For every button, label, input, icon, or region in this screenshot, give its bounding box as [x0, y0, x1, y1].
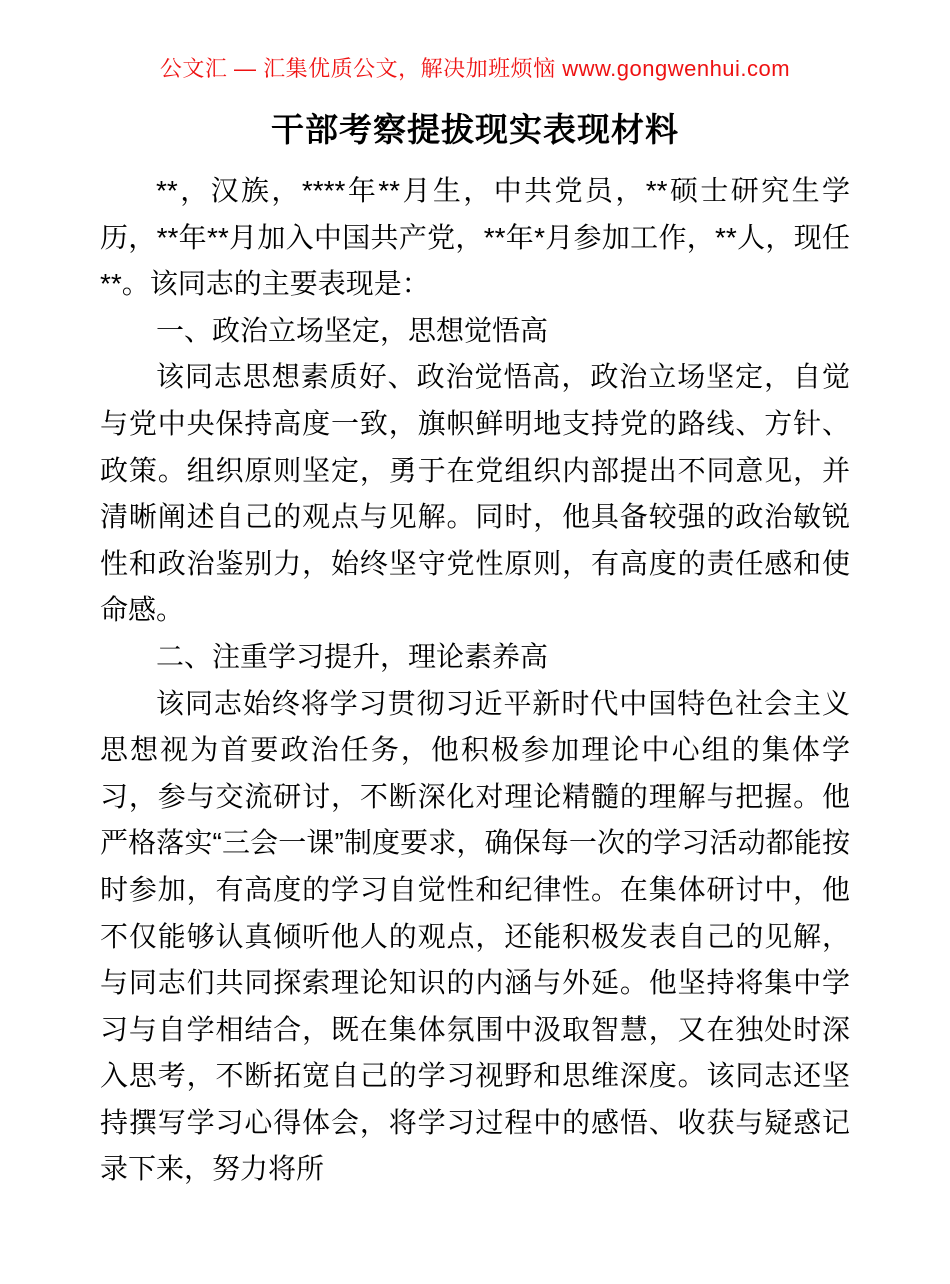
- site-watermark-header: 公文汇 — 汇集优质公文，解决加班烦恼 www.gongwenhui.com: [159, 56, 791, 81]
- intro-paragraph: **，汉族，****年**月生，中共党员，**硕士研究生学历，**年**月加入中国共产党，**年*月参加工作，**人，现任**。该同志的主要表现是：: [100, 175, 850, 300]
- section-1-paragraph: 该同志思想素质好、政治觉悟高，政治立场坚定，自觉与党中央保持高度一致，旗帜鲜明地支持党的路线、方针、政策。组织原则坚定，勇于在党组织内部提出不同意见，并清晰阐述自己的观点与见解。同时，他具备较强的政治敏锐性和政治鉴别力，始终坚守党性原则，有高度的责任感和使命感。: [100, 361, 850, 626]
- document-title: 干部考察提拔现实表现材料: [271, 111, 679, 148]
- section-heading-1: 一、政治立场坚定，思想觉悟高: [156, 314, 549, 346]
- section-2-paragraph: 该同志始终将学习贯彻习近平新时代中国特色社会主义思想视为首要政治任务，他积极参加理论中心组的集体学习，参与交流研讨，不断深化对理论精髓的理解与把握。他严格落实“三会一课”制度要求，确保每一次的学习活动都能按时参加，有高度的学习自觉性和纪律性。在集体研讨中，他不仅能够认真倾听他人的观点，还能积极发表自己的见解，与同志们共同探索理论知识的内涵与外延。他坚持将集中学习与自学相结合，既在集体氛围中汲取智慧，又在独处时深入思考，不断拓宽自己的学习视野和思维深度。该同志还坚持撰写学习心得体会，将学习过程中的感悟、收获与疑惑记录下来，努力将所: [100, 687, 850, 1185]
- document-body: [100, 168, 850, 1193]
- document-page: [0, 54, 950, 1284]
- section-heading-2: 二、注重学习提升，理论素养高: [156, 640, 549, 672]
